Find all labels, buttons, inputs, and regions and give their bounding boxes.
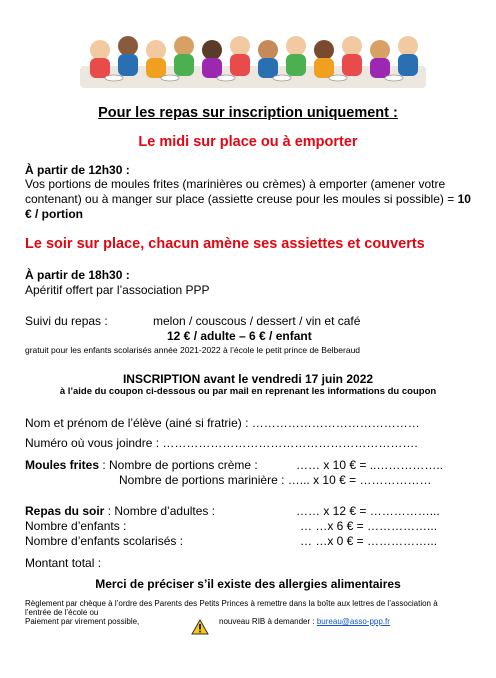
midi-price: 10 € / portion xyxy=(25,192,471,221)
footer-line2: l’entrée de l’école ou xyxy=(25,608,99,617)
inscription-subtitle: à l’aide du coupon ci-dessous ou par mail en reprenant les informations du coupon xyxy=(59,386,437,397)
midi-heading: Le midi sur place ou à emporter xyxy=(138,134,358,150)
form-total: Montant total : xyxy=(25,556,102,570)
form-scolarises: Nombre d’enfants scolarisés : xyxy=(25,534,184,548)
suivi-label: Suivi du repas : xyxy=(25,314,108,328)
moules-creme-calc: …… x 10 € = ..…………….. xyxy=(296,458,444,472)
form-nom: Nom et prénom de l’élève (ainé si fratrie) : …………………………………… xyxy=(25,416,420,430)
moules-creme-label: : Nombre de portions crème : xyxy=(99,458,258,472)
soir-aperitif: Apéritif offert par l’association PPP xyxy=(25,283,210,297)
repas-adultes-calc: …… x 12 € = ……………... xyxy=(296,504,440,518)
page-title: Pour les repas sur inscription uniquement : xyxy=(98,105,398,121)
soir-gratuit: gratuit pour les enfants scolarisés année 2021-2022 à l’école le petit prince de Belberaud xyxy=(25,345,361,355)
form-repas-adultes xyxy=(25,504,215,518)
footer-line1: Règlement par chèque à l’ordre des Parents des Petits Princes à remettre dans la boîte aux lettres de l’association à xyxy=(25,599,438,608)
allergies-note: Merci de préciser s’il existe des allergies alimentaires xyxy=(95,577,401,591)
rib-label: nouveau RIB à demander : xyxy=(219,617,315,626)
scolarises-calc: … …x 0 € = ……………... xyxy=(300,534,438,548)
repas-label: Repas du soir xyxy=(25,504,105,518)
enfants-calc: … …x 6 € = ……………... xyxy=(300,519,438,533)
soir-time: À partir de 18h30 : xyxy=(25,268,130,282)
form-enfants: Nombre d’enfants : xyxy=(25,519,127,533)
email-link[interactable]: bureau@asso-ppp.fr xyxy=(316,617,390,626)
form-numero: Numéro où vous joindre : ………………………………………………………. xyxy=(25,436,418,450)
midi-time: À partir de 12h30 : xyxy=(25,163,130,177)
inscription-title: INSCRIPTION avant le vendredi 17 juin 2022 xyxy=(122,372,374,386)
footer-rib xyxy=(219,617,390,626)
moules-label: Moules frites xyxy=(25,458,100,472)
midi-description xyxy=(25,177,477,222)
soir-menu: melon / couscous / dessert / vin et café xyxy=(153,314,361,328)
soir-price: 12 € / adulte – 6 € / enfant xyxy=(167,329,312,343)
midi-text: Vos portions de moules frites (marinières ou crèmes) à emporter (amener votre contenant) ou à manger sur place (assiette creuse pour les moules si possible) = xyxy=(25,177,458,206)
warning-icon xyxy=(191,619,209,635)
soir-heading: Le soir sur place, chacun amène ses assiettes et couverts xyxy=(25,236,425,252)
repas-adultes-label: : Nombre d’adultes : xyxy=(104,504,216,518)
footer-line3: Paiement par virement possible, xyxy=(25,617,140,626)
form-moules-mariniere: Nombre de portions marinière : …... x 10 € = ……………… xyxy=(119,473,432,487)
form-moules-creme xyxy=(25,458,258,472)
banner-illustration xyxy=(80,30,426,88)
